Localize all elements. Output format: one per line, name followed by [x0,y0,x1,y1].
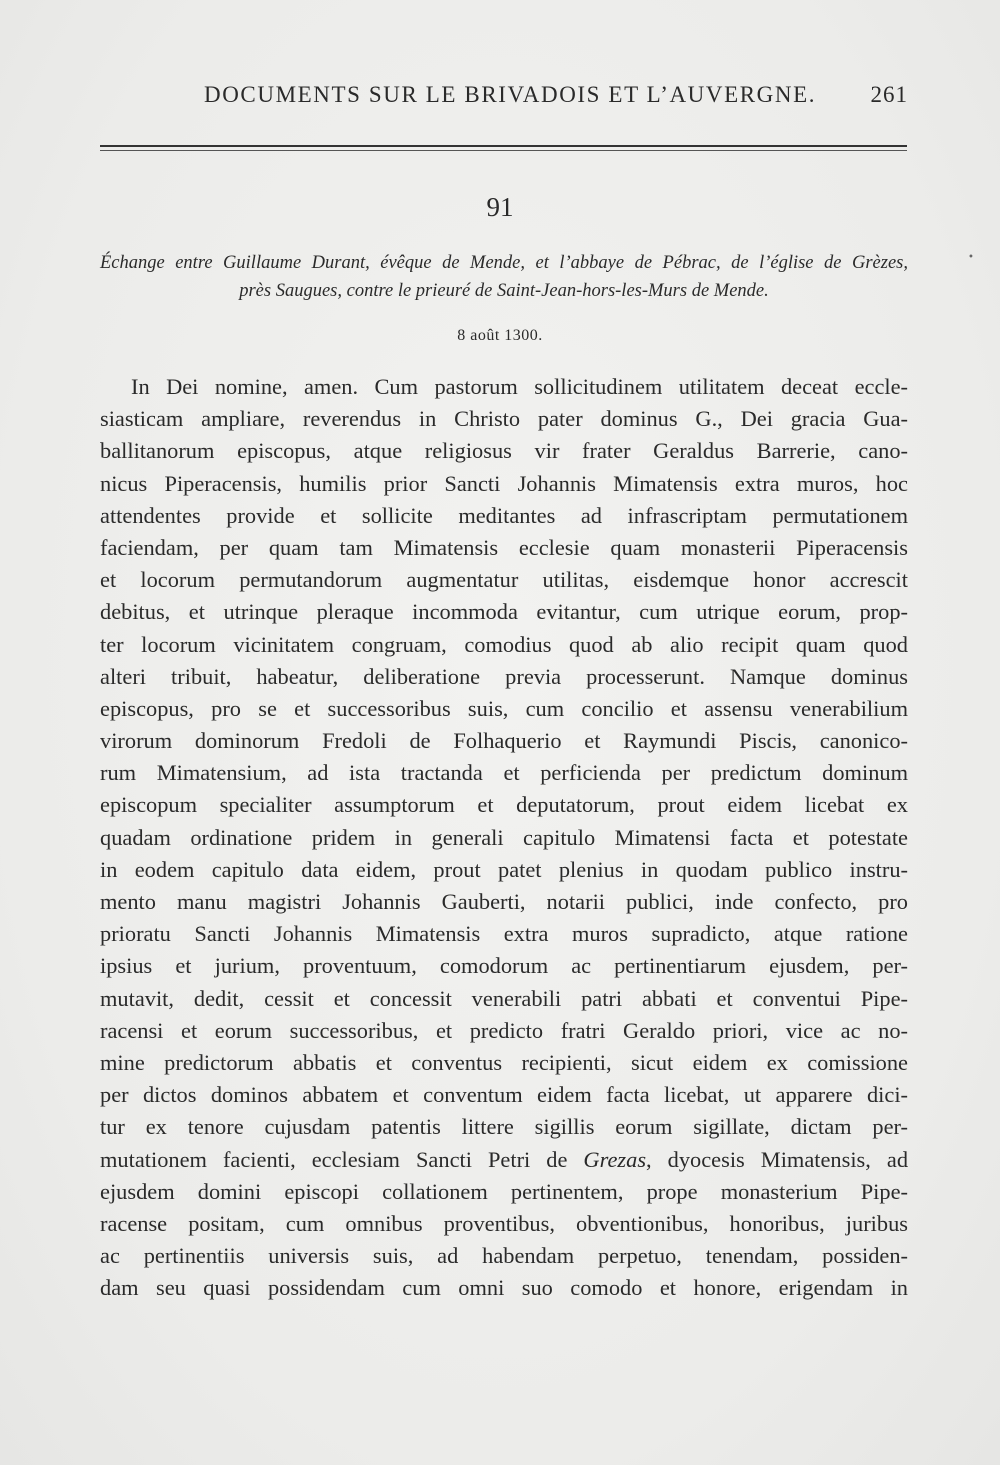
body-line: et locorum permutandorum augmentatur utilitas, eisdemque honor accrescit [100,567,908,593]
body-line: prioratu Sancti Johannis Mimatensis extra muros supradicto, atque ratione [100,921,908,947]
body-line: faciendam, per quam tam Mimatensis ecclesie quam monasterii Piperacensis [100,534,908,560]
body-line: ac pertinentiis universis suis, ad habendam perpetuo, tenendam, possiden- [100,1243,908,1269]
heading-line-1: Échange entre Guillaume Durant, évêque de Mende, et l’abbaye de Pébrac, de l’église de Grèzes, [100,253,908,273]
body-line: episcopus, pro se et successoribus suis, cum concilio et assensu venerabilium [100,695,908,721]
body-text [100,371,908,1304]
body-line: debitus, et utrinque pleraque incommoda evitantur, cum utrique eorum, prop- [100,599,908,625]
header-rule-thick [100,145,907,147]
body-line: In Dei nomine, amen. Cum pastorum sollicitudinem utilitatem deceat eccle- [131,374,908,399]
margin-mark: • [968,252,974,263]
body-line: ballitanorum episcopus, atque religiosus vir frater Geraldus Barrerie, cano- [100,438,908,464]
body-line: rum Mimatensium, ad ista tractanda et perficienda per predictum dominum [100,760,908,786]
running-title: DOCUMENTS SUR LE BRIVADOIS ET L’AUVERGNE. [204,82,817,107]
document-number: 91 [486,192,514,222]
document-heading [100,249,908,305]
body-line: per dictos dominos abbatem et conventum eidem facta licebat, ut apparere dici- [100,1082,908,1108]
body-line: ter locorum vicinitatem congruam, comodius quod ab alio recipit quam quod [100,631,908,657]
body-line: racense positam, cum omnibus proventibus, obventionibus, honoribus, juribus [100,1210,908,1236]
body-line: attendentes provide et sollicite meditantes ad infrascriptam permutationem [100,502,908,528]
body-line: episcopum specialiter assumptorum et deputatorum, prout eidem licebat ex [100,792,908,818]
document-date: 8 août 1300. [457,327,543,344]
body-line: mine predictorum abbatis et conventus recipienti, sicut eidem ex comissione [100,1049,908,1075]
body-line: mutationem facienti, ecclesiam Sancti Petri de Grezas, dyocesis Mimatensis, ad [100,1146,909,1172]
body-line: virorum dominorum Fredoli de Folhaquerio et Raymundi Piscis, canonico- [100,728,908,754]
place-name-grezas: Grezas [583,1146,647,1172]
body-line: dam seu quasi possidendam cum omni suo comodo et honore, erigendam in [100,1275,908,1301]
body-line: alteri tribuit, habeatur, deliberatione previa processerunt. Namque dominus [100,663,908,689]
body-line: ejusdem domini episcopi collationem pertinentem, prope monasterium Pipe- [100,1178,908,1204]
body-line: racensi et eorum successoribus, et predicto fratri Geraldo priori, vice ac no- [100,1017,908,1043]
running-head [100,82,908,112]
body-line: in eodem capitulo data eidem, prout patet plenius in quodam publico instru- [100,856,908,882]
header-rule-thin [100,150,907,151]
body-line: mento manu magistri Johannis Gauberti, notarii publici, inde confecto, pro [100,889,908,914]
body-line: siasticam ampliare, reverendus in Christo pater dominus G., Dei gracia Gua- [100,406,908,432]
body-line: quadam ordinatione pridem in generali capitulo Mimatensi facta et potestate [100,824,908,850]
heading-line-2: près Saugues, contre le prieuré de Saint-Jean-hors-les-Murs de Mende. [239,281,769,301]
body-line: mutavit, dedit, cessit et concessit venerabili patri abbati et conventui Pipe- [100,985,908,1011]
page-number: 261 [870,82,908,107]
body-line: tur ex tenore cujusdam patentis littere sigillis eorum sigillate, dictam per- [100,1114,908,1140]
body-line: nicus Piperacensis, humilis prior Sancti Johannis Mimatensis extra muros, hoc [100,470,908,496]
body-line: ipsius et jurium, proventuum, comodorum ac pertinentiarum ejusdem, per- [100,953,908,979]
